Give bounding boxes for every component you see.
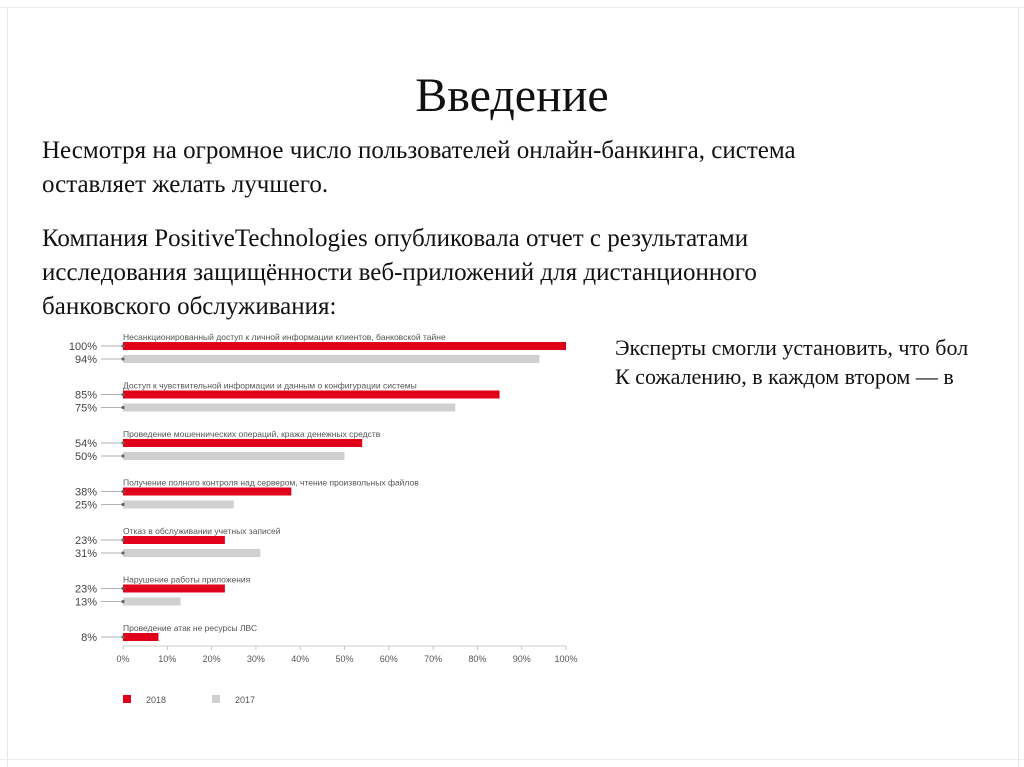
value-label-2018: 85% <box>74 389 97 402</box>
x-tick-label: 10% <box>158 654 177 664</box>
leader-dot <box>121 600 124 603</box>
value-label-2018: 8% <box>81 632 97 644</box>
x-tick-label: 50% <box>335 654 354 664</box>
category-label: Отказ в обслуживании учетных записей <box>123 526 281 536</box>
vulnerability-bar-chart <box>55 326 595 716</box>
value-label-2018: 100% <box>68 341 97 353</box>
bar-2018 <box>123 391 500 399</box>
bar-2017 <box>123 501 234 509</box>
value-label-2018: 38% <box>74 486 97 499</box>
value-label-2018: 23% <box>74 535 97 547</box>
legend-label-2018: 2018 <box>146 695 167 705</box>
intro-paragraph <box>42 134 942 202</box>
intro-line-1: Несмотря на огромное число пользователей онлайн-банкинга, система <box>42 137 796 164</box>
value-label-2017: 13% <box>74 596 97 609</box>
leader-dot <box>121 441 124 444</box>
report-line-1: Компания PositiveTechnologies опубликовала отчет с результатами <box>42 225 749 252</box>
bar-2017 <box>123 598 181 606</box>
x-tick-label: 0% <box>116 654 130 664</box>
x-tick-label: 70% <box>424 654 443 664</box>
x-tick-label: 80% <box>468 654 487 664</box>
leader-dot <box>121 587 124 590</box>
bar-2018 <box>123 488 291 496</box>
x-tick-label: 90% <box>512 654 531 664</box>
value-label-2017: 25% <box>74 499 97 512</box>
experts-note <box>615 333 1019 391</box>
intro-line-2: оставляет желать лучшего. <box>42 171 329 198</box>
category-label: Получение полного контроля над сервером, чтение произвольных файлов <box>123 477 419 488</box>
value-label-2017: 94% <box>74 354 97 366</box>
experts-line-2: К сожалению, в каждом втором — в <box>615 364 954 389</box>
leader-dot <box>121 503 124 506</box>
leader-dot <box>121 406 124 409</box>
bar-2018 <box>123 585 225 593</box>
category-label: Доступ к чувствительной информации и данным о конфигурации системы <box>123 380 417 391</box>
category-label: Несанкционированный доступ к личной информации клиентов, банковской тайне <box>123 332 446 342</box>
x-tick-label: 40% <box>291 654 310 664</box>
bar-2017 <box>123 355 539 363</box>
bar-2018 <box>123 633 158 641</box>
category-label: Проведение атак не ресурсы ЛВС <box>123 623 258 633</box>
experts-line-1: Эксперты смогли установить, что бол <box>615 335 969 360</box>
slide-frame-top <box>0 0 1024 8</box>
value-label-2017: 75% <box>74 402 97 415</box>
report-line-2: исследования защищённости веб-приложений для дистанционного <box>42 259 757 286</box>
leader-dot <box>121 393 124 396</box>
bar-2017 <box>123 404 455 412</box>
value-label-2017: 50% <box>74 451 97 463</box>
category-label: Проведение мошеннических операций, кража денежных средств <box>123 429 381 439</box>
leader-dot <box>121 344 124 347</box>
legend-label-2017: 2017 <box>235 695 256 705</box>
leader-dot <box>121 490 124 493</box>
report-paragraph <box>42 222 942 324</box>
legend-swatch-2017 <box>212 695 220 703</box>
bar-2018 <box>123 342 566 350</box>
x-tick-label: 100% <box>554 654 578 664</box>
bar-2018 <box>123 536 225 544</box>
value-label-2018: 54% <box>74 438 97 450</box>
slide-frame-bottom <box>0 759 1024 767</box>
leader-dot <box>121 551 124 554</box>
leader-dot <box>121 454 124 457</box>
category-label: Нарушение работы приложения <box>123 574 251 585</box>
leader-dot <box>121 538 124 541</box>
bar-2018 <box>123 439 362 447</box>
leader-dot <box>121 635 124 638</box>
value-label-2017: 31% <box>74 548 97 560</box>
slide-title: Введение <box>415 69 609 122</box>
legend-swatch-2018 <box>123 695 131 703</box>
x-tick-label: 30% <box>246 654 265 664</box>
bar-2017 <box>123 452 345 460</box>
x-tick-label: 20% <box>202 654 221 664</box>
report-line-3: банковского обслуживания: <box>42 293 337 320</box>
leader-dot <box>121 357 124 360</box>
x-tick-label: 60% <box>379 654 398 664</box>
value-label-2018: 23% <box>74 583 97 596</box>
bar-2017 <box>123 549 260 557</box>
